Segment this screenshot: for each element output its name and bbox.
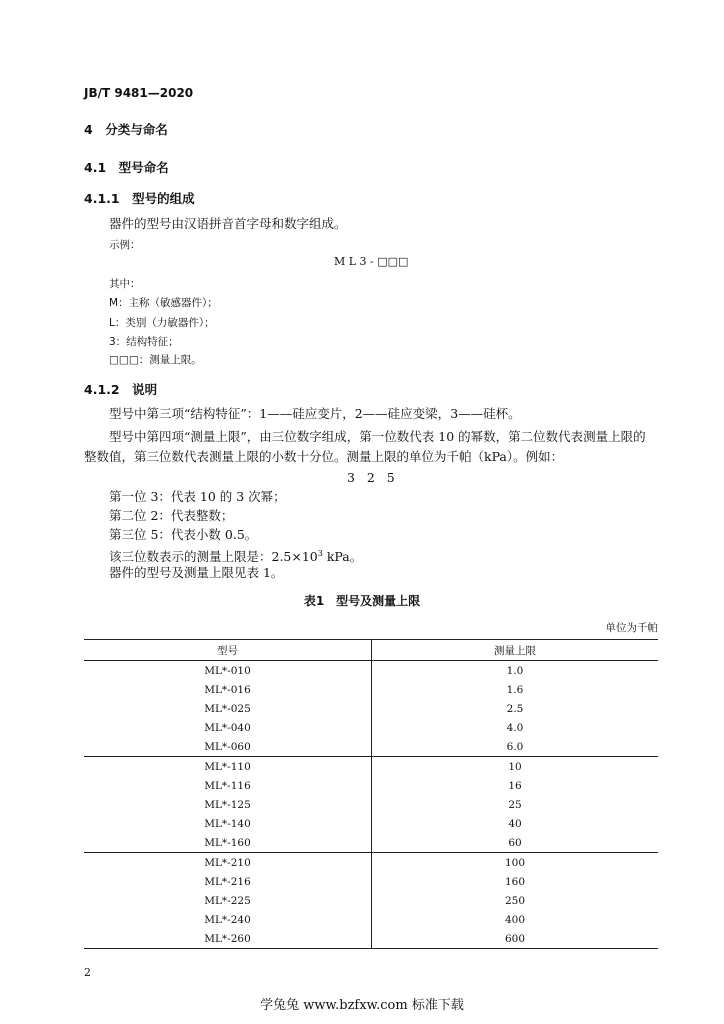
digit-explanation: 第二位 2：代表整数； xyxy=(109,508,234,523)
range-cell: 40 xyxy=(372,814,659,833)
range-meaning-exponent: 3 xyxy=(317,549,323,558)
section-4-1-1-heading: 4.1.1 型号的组成 xyxy=(84,191,195,206)
model-cell: ML*-125 xyxy=(204,798,251,811)
section-4-1-heading: 4.1 型号命名 xyxy=(84,160,169,175)
table-header-row xyxy=(84,640,658,661)
structure-paragraph: 型号中第三项“结构特征”：1——硅应变片，2——硅应变梁，3——硅杯。 xyxy=(109,406,521,421)
range-cell: 2.5 xyxy=(372,699,659,718)
range-cell: 100 xyxy=(372,853,659,873)
model-cell: ML*-016 xyxy=(204,683,251,696)
table-row xyxy=(84,910,658,929)
section-4-heading: 4 分类与命名 xyxy=(84,122,168,137)
range-cell: 10 xyxy=(372,757,659,777)
range-paragraph-line-2: 整数值，第三位数代表测量上限的小数十分位。测量上限的单位为千帕（kPa）。例如： xyxy=(84,449,564,464)
range-cell: 60 xyxy=(372,833,659,853)
definition-item: L：类别（力敏器件）； xyxy=(109,317,215,329)
table-row xyxy=(84,699,658,718)
table-unit-note: 单位为千帕 xyxy=(605,622,658,634)
page-number: 2 xyxy=(84,966,91,979)
range-cell: 250 xyxy=(372,891,659,910)
range-cell: 4.0 xyxy=(372,718,659,737)
range-meaning-suffix: kPa。 xyxy=(322,549,363,565)
definition-item: 3：结构特征； xyxy=(109,336,179,348)
table-row xyxy=(84,929,658,949)
table-row xyxy=(84,853,658,873)
range-cell: 1.6 xyxy=(372,680,659,699)
example-label: 示例： xyxy=(109,239,141,251)
section-4-1-2-heading: 4.1.2 说明 xyxy=(84,382,158,397)
digit-explanation: 第三位 5：代表小数 0.5。 xyxy=(109,527,258,542)
model-cell: ML*-010 xyxy=(204,664,251,677)
standard-code: JB/T 9481—2020 xyxy=(84,86,194,100)
model-cell: ML*-040 xyxy=(204,721,251,734)
range-cell: 160 xyxy=(372,872,659,891)
model-cell: ML*-240 xyxy=(204,913,251,926)
model-cell: ML*-210 xyxy=(84,853,372,873)
digit-explanation: 第一位 3：代表 10 的 3 次幂； xyxy=(109,489,286,504)
table-row xyxy=(84,757,658,777)
model-cell: ML*-160 xyxy=(204,836,251,849)
model-cell: ML*-225 xyxy=(204,894,251,907)
model-cell: ML*-060 xyxy=(204,740,251,753)
column-header-model: 型号 xyxy=(84,640,372,661)
example-model-code: M L 3 - □□□ xyxy=(334,255,409,268)
column-header-range: 测量上限 xyxy=(372,640,659,661)
model-cell: ML*-110 xyxy=(84,757,372,777)
model-cell: ML*-260 xyxy=(204,932,251,945)
intro-paragraph: 器件的型号由汉语拼音首字母和数字组成。 xyxy=(109,216,347,231)
range-cell: 16 xyxy=(372,776,659,795)
watermark-footer: 学兔兔 www.bzfxw.com 标准下载 xyxy=(260,998,464,1013)
see-table-sentence: 器件的型号及测量上限见表 1。 xyxy=(109,565,284,580)
model-cell: ML*-116 xyxy=(204,779,251,792)
table-row xyxy=(84,661,658,681)
model-cell: ML*-216 xyxy=(204,875,251,888)
table-row xyxy=(84,795,658,814)
range-meaning-prefix: 该三位数表示的测量上限是：2.5×10 xyxy=(109,549,318,565)
table-row xyxy=(84,891,658,910)
range-cell: 1.0 xyxy=(372,661,659,681)
range-cell: 25 xyxy=(372,795,659,814)
range-cell: 400 xyxy=(372,910,659,929)
table-row xyxy=(84,872,658,891)
definition-item: M：主称（敏感器件）； xyxy=(109,297,218,309)
table-row xyxy=(84,718,658,737)
model-range-table xyxy=(84,639,658,949)
where-label: 其中： xyxy=(109,278,141,290)
model-cell: ML*-025 xyxy=(204,702,251,715)
table-row xyxy=(84,833,658,853)
range-cell: 600 xyxy=(372,929,659,949)
range-paragraph-line-1: 型号中第四项“测量上限”，由三位数字组成，第一位数代表 10 的幂数，第二位数代表测量上限的 xyxy=(109,429,646,444)
definition-item: □□□：测量上限。 xyxy=(109,354,202,366)
range-cell: 6.0 xyxy=(372,737,659,757)
table-caption: 表1 型号及测量上限 xyxy=(303,594,421,608)
table-row xyxy=(84,814,658,833)
example-digits: 3 2 5 xyxy=(347,470,395,485)
table-row xyxy=(84,680,658,699)
table-row xyxy=(84,776,658,795)
model-cell: ML*-140 xyxy=(204,817,251,830)
table-row xyxy=(84,737,658,757)
